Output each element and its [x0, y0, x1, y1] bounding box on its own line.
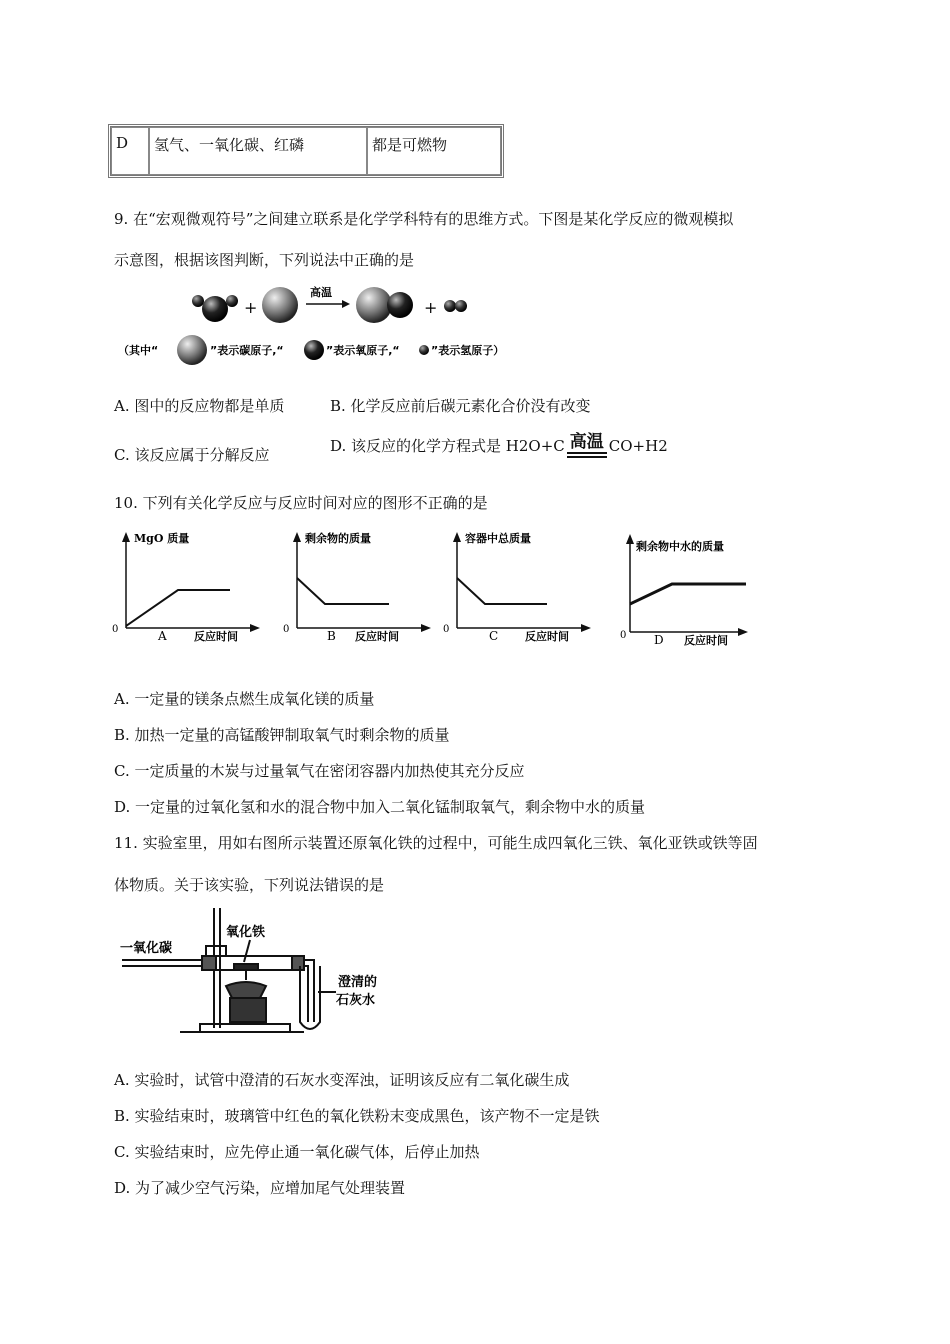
h2-molecule — [444, 300, 467, 312]
q10-graph-a — [112, 528, 262, 646]
table-cell-substances: 氢气、一氧化碳、红磷 — [149, 127, 367, 175]
alcohol-lamp — [230, 998, 266, 1022]
q11-option-d: D. 为了减少空气污染，应增加尾气处理装置 — [114, 1179, 406, 1197]
q11-option-c: C. 实验结束时，应先停止通一氧化碳气体，后停止加热 — [114, 1143, 480, 1161]
q10-option-c: C. 一定质量的木炭与过量氧气在密闭容器内加热使其充分反应 — [114, 762, 525, 780]
graph-b-ylabel: 剩余物的质量 — [305, 532, 371, 545]
graph-c-curve — [457, 578, 547, 604]
legend-carbon-text: ”表示碳原子,“ — [210, 344, 284, 357]
legend-hydrogen-icon — [419, 345, 429, 355]
carbon-atom — [262, 287, 298, 323]
label-iron-oxide: 氧化铁 — [226, 925, 266, 940]
legend-prefix: （其中“ — [118, 344, 159, 357]
graph-c-origin: 0 — [443, 624, 450, 635]
q11-option-b: B. 实验结束时，玻璃管中红色的氧化铁粉末变成黑色，该产物不一定是铁 — [114, 1107, 600, 1125]
q10-graph-c — [443, 528, 593, 646]
water-molecule — [192, 295, 238, 322]
legend-oxygen-icon — [304, 340, 324, 360]
options-table — [108, 124, 504, 178]
q9-option-b: B. 化学反应前后碳元素化合价没有改变 — [330, 397, 591, 415]
legend-carbon-icon — [177, 335, 207, 365]
q10-option-d: D. 一定量的过氧化氢和水的混合物中加入二氧化锰制取氧气，剩余物中水的质量 — [114, 798, 646, 816]
label-limewater-2: 石灰水 — [336, 993, 376, 1008]
graph-d-ylabel: 剩余物中水的质量 — [636, 540, 724, 553]
graph-b-curve — [297, 578, 389, 604]
plus-sign-1: + — [244, 298, 258, 317]
equation-condition-text: 高温 — [569, 432, 604, 452]
graph-b-origin: 0 — [283, 624, 290, 635]
equation-condition — [567, 434, 607, 458]
table-cell-note: 都是可燃物 — [367, 127, 501, 175]
legend-hydrogen-text: ”表示氢原子） — [431, 344, 505, 357]
graph-b-xlabel: 反应时间 — [355, 630, 399, 643]
graph-a-ylabel: MgO 质量 — [134, 532, 190, 545]
q9-stem-line2: 示意图，根据该图判断，下列说法中正确的是 — [114, 251, 415, 269]
legend-oxygen-text: ”表示氧原子,“ — [326, 344, 400, 357]
label-limewater-1: 澄清的 — [338, 975, 378, 990]
graph-c-xlabel: 反应时间 — [525, 630, 569, 643]
q10-graph-b — [283, 528, 433, 646]
plus-sign-2: + — [424, 298, 438, 317]
table-cell-letter: D — [111, 127, 149, 175]
q9-option-d — [330, 434, 668, 458]
q11-option-a: A. 实验时，试管中澄清的石灰水变浑浊，证明该反应有二氧化碳生成 — [114, 1071, 570, 1089]
q9-option-d-prefix: D. 该反应的化学方程式是 H2O+C — [330, 437, 565, 455]
q9-stem-line1: 9. 在“宏观微观符号”之间建立联系是化学学科特有的思维方式。下图是某化学反应的微观模拟 — [114, 210, 734, 228]
graph-c-letter: C — [489, 629, 499, 643]
graph-b-letter: B — [327, 629, 336, 643]
reaction-condition: 高温 — [310, 286, 332, 299]
lamp-flame — [226, 982, 266, 998]
q11-stem-line1: 11. 实验室里，用如右图所示装置还原氧化铁的过程中，可能生成四氧化三铁、氧化亚铁或铁等固 — [114, 834, 758, 852]
q9-option-d-suffix: CO+H2 — [608, 437, 668, 455]
graph-a-letter: A — [158, 629, 167, 643]
q11-stem-line2: 体物质。关于该实验，下列说法错误的是 — [114, 876, 385, 894]
q9-reaction-figure — [118, 282, 538, 370]
test-tube — [300, 966, 320, 1029]
q11-apparatus-figure — [118, 906, 398, 1036]
label-co: 一氧化碳 — [120, 941, 173, 956]
q10-option-a: A. 一定量的镁条点燃生成氧化镁的质量 — [114, 690, 375, 708]
graph-a-origin: 0 — [112, 624, 119, 635]
graph-d-origin: 0 — [620, 630, 627, 641]
co-molecule — [356, 287, 413, 323]
graph-a-curve — [126, 590, 230, 626]
graph-c-ylabel: 容器中总质量 — [465, 532, 531, 545]
graph-d-curve — [630, 584, 746, 604]
q10-option-b: B. 加热一定量的高锰酸钾制取氧气时剩余物的质量 — [114, 726, 450, 744]
iron-oxide-powder — [234, 964, 258, 970]
q9-option-c: C. 该反应属于分解反应 — [114, 446, 270, 464]
q9-option-a: A. 图中的反应物都是单质 — [114, 397, 285, 415]
graph-d-xlabel: 反应时间 — [684, 634, 728, 647]
q10-graph-d — [616, 528, 756, 650]
graph-a-xlabel: 反应时间 — [194, 630, 238, 643]
graph-d-letter: D — [654, 633, 664, 647]
table-row — [111, 127, 501, 175]
q10-stem: 10. 下列有关化学反应与反应时间对应的图形不正确的是 — [114, 494, 488, 512]
